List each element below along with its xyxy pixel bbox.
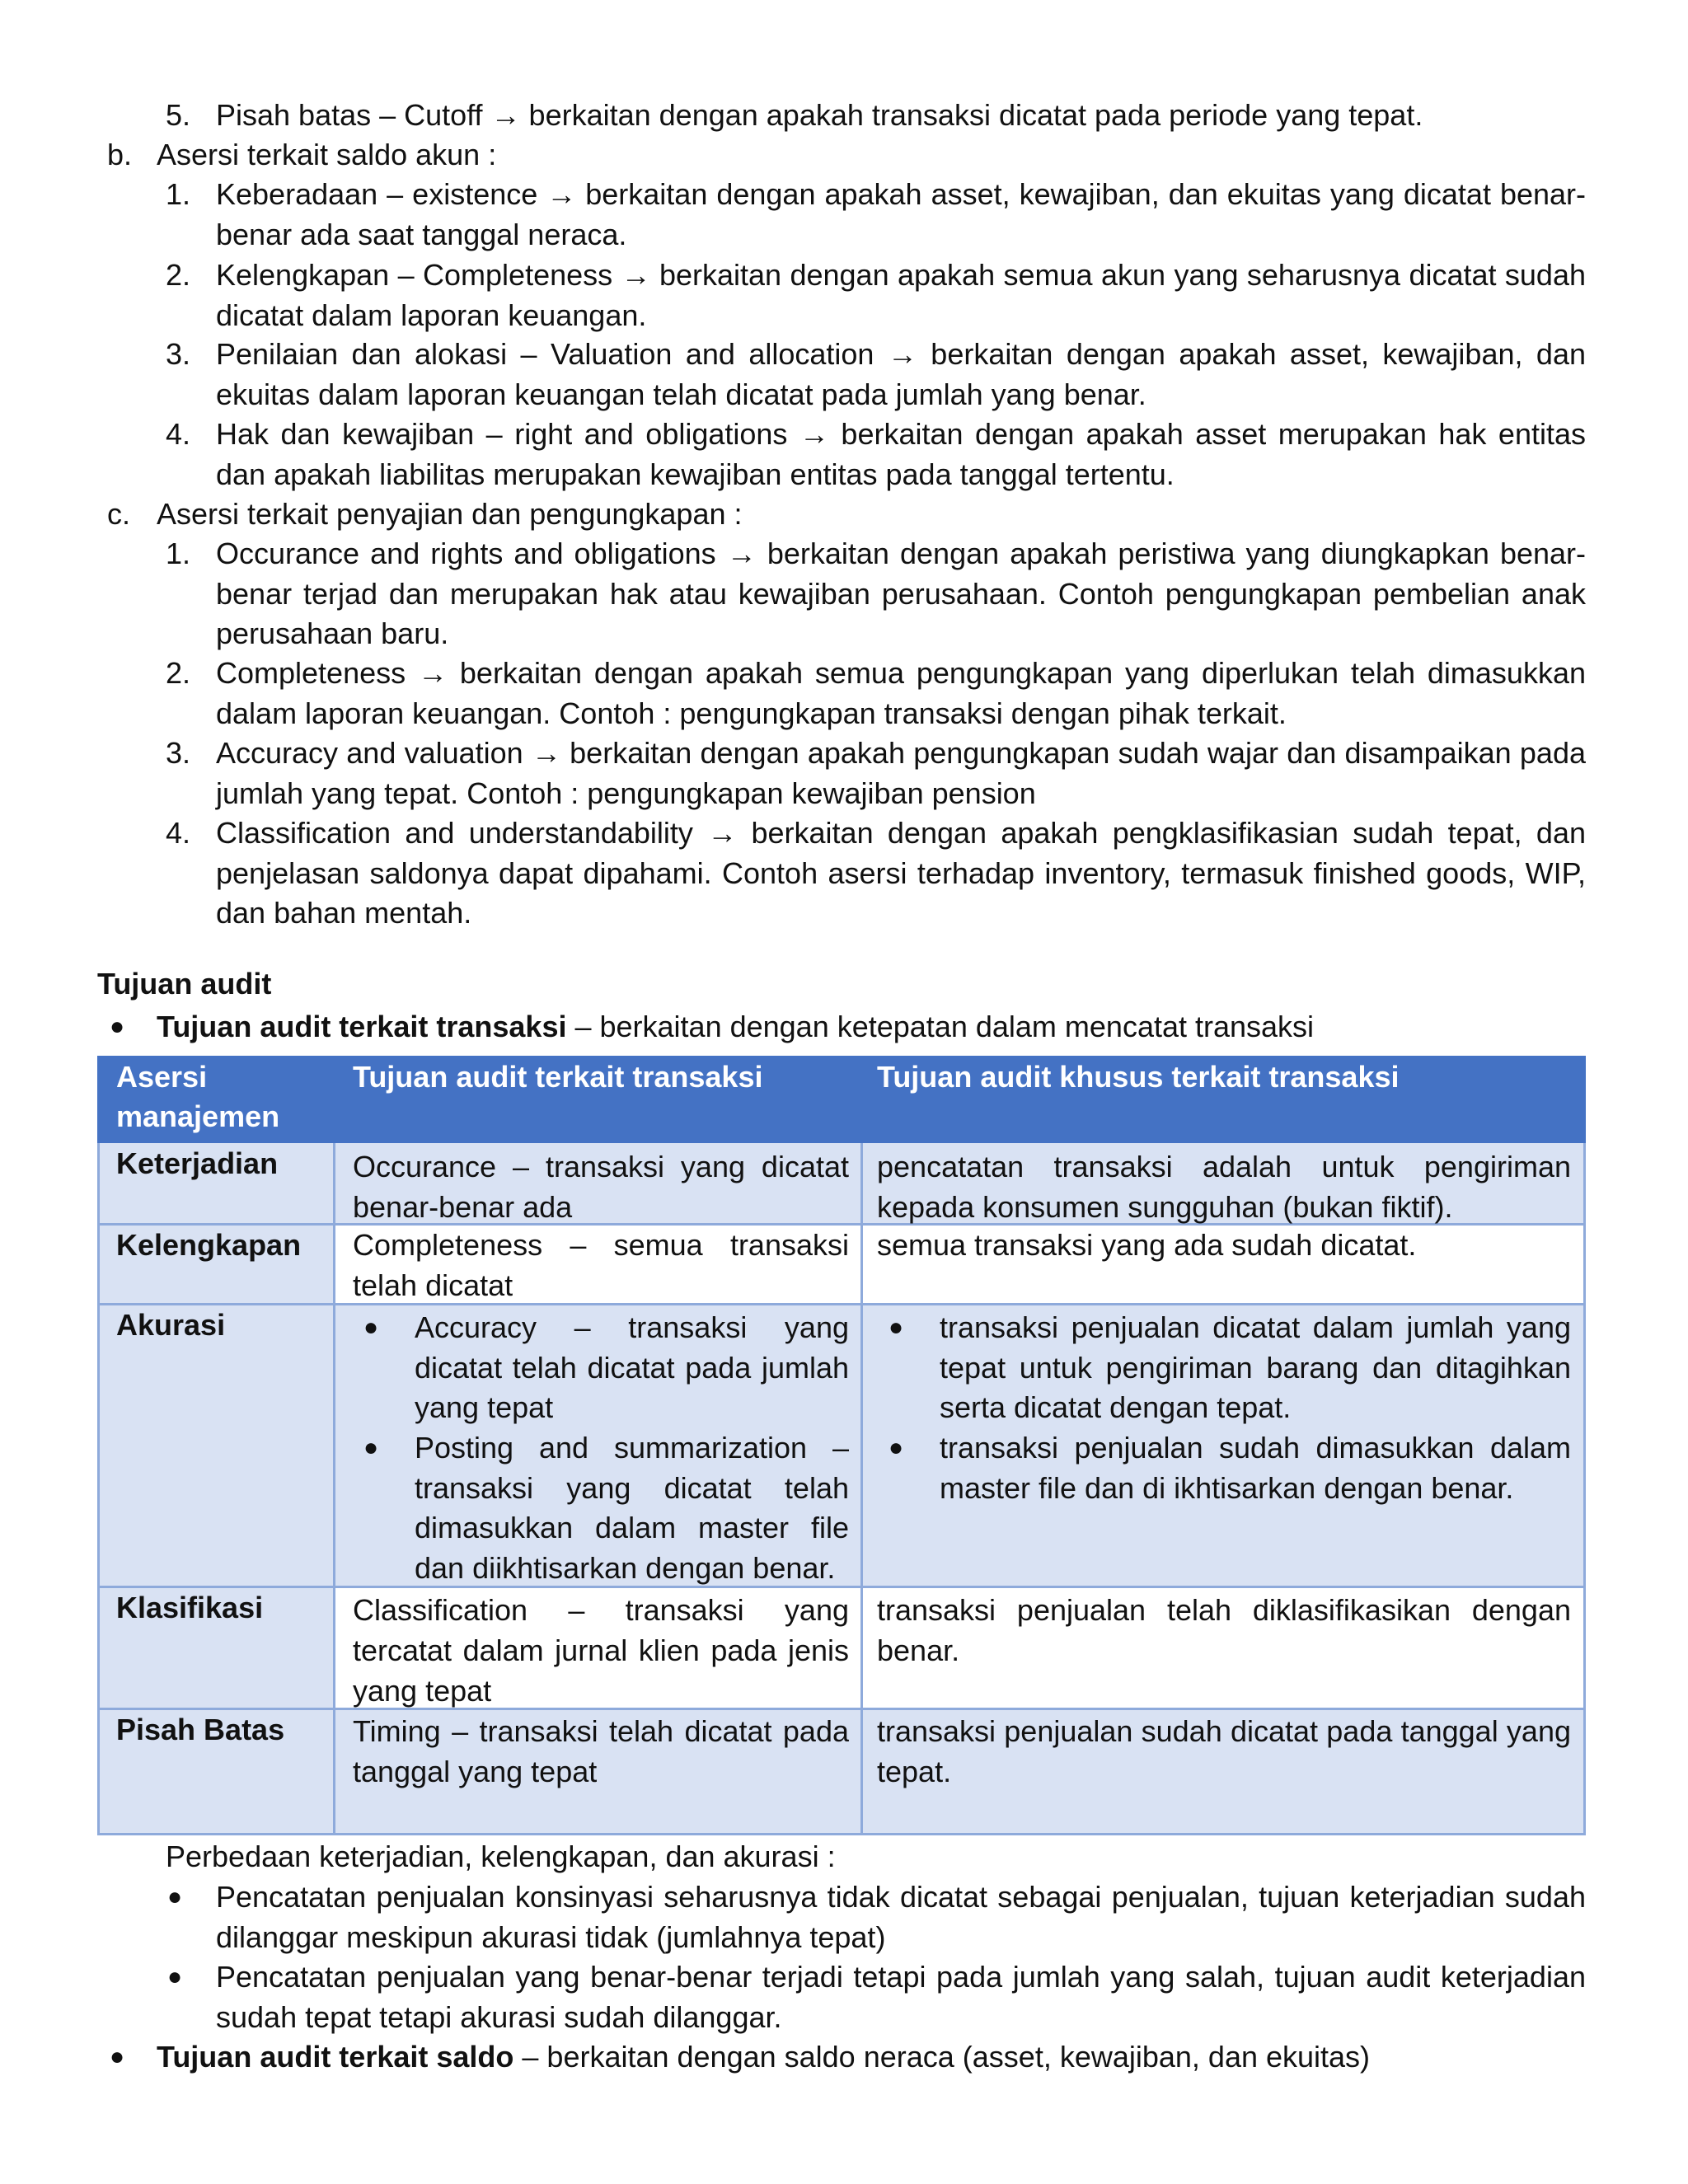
list-item-text: Occurance and rights and obligations → berkaitan dengan apakah peristiwa yang diungkapkan benar-benar terjad dan merupakan hak atau kewajiban perusahaan. Contoh pengungkapan pembelian anak perusahaan baru. [216, 537, 1586, 650]
table-bullet-text: Accuracy – transaksi yang dicatat telah dicatat pada jumlah yang tepat [415, 1310, 849, 1425]
section-label: b. [107, 138, 133, 171]
section-heading: Tujuan audit [97, 967, 272, 1001]
bullet-icon: ● [167, 1963, 183, 1990]
table-cell: Occurance – transaksi yang dicatat benar-benar ada [353, 1150, 849, 1224]
list-item-text: Hak dan kewajiban – right and obligations → berkaitan dengan apakah asset merupakan hak entitas dan apakah liabilitas merupakan kewajiban entitas pada tanggal tertentu. [216, 417, 1586, 491]
list-item-text: Kelengkapan – Completeness → berkaitan dengan apakah semua akun yang seharusnya dicatat sudah dicatat dalam laporan keuangan. [216, 258, 1586, 332]
list-number: 1. [166, 177, 191, 211]
table-border [97, 1833, 1586, 1835]
list-item-text: Completeness → berkaitan dengan apakah semua pengungkapan yang diperlukan telah dimasukkan dalam laporan keuangan. Contoh : pengungkapan transaksi dengan pihak terkait. [216, 656, 1586, 730]
bullet-text: Pencatatan penjualan konsinyasi seharusnya tidak dicatat sebagai penjualan, tujuan keterjadian sudah dilanggar meskipun akurasi tidak (jumlahnya tepat) [216, 1880, 1586, 1954]
list-number: 4. [166, 816, 191, 850]
bullet-icon: ● [110, 2043, 125, 2070]
table-bullet-text: transaksi penjualan dicatat dalam jumlah yang tepat untuk pengiriman barang dan ditagihkan serta dicatat dengan tepat. [940, 1310, 1571, 1425]
bullet-text: Pencatatan penjualan yang benar-benar terjadi tetapi pada jumlah yang salah, tujuan audit keterjadian sudah tepat tetapi akurasi sudah dilanggar. [216, 1960, 1586, 2034]
table-cell: Classification – transaksi yang tercatat dalam jurnal klien pada jenis yang tepat [353, 1593, 849, 1708]
row-label: Keterjadian [116, 1146, 279, 1180]
table-border [1583, 1143, 1586, 1835]
bullet-text: Tujuan audit terkait saldo – berkaitan dengan saldo neraca (asset, kewajiban, dan ekuitas) [157, 2040, 1371, 2074]
column-header: Tujuan audit khusus terkait transaksi [877, 1060, 1400, 1094]
bullet-icon: ● [363, 1314, 379, 1341]
bullet-icon: ● [363, 1434, 379, 1461]
bullet-icon: ● [889, 1314, 904, 1341]
table-cell: transaksi penjualan telah diklasifikasikan dengan benar. [877, 1593, 1571, 1667]
table-border [333, 1143, 335, 1835]
bullet-icon: ● [889, 1434, 904, 1461]
table-bullet-text: Posting and summarization – transaksi yang dicatat telah dimasukkan dalam master file dan diikhtisarkan dengan benar. [415, 1431, 849, 1586]
table-border [860, 1143, 863, 1835]
row-label: Pisah Batas [116, 1713, 285, 1746]
section-title: Asersi terkait penyajian dan pengungkapan : [157, 497, 743, 531]
section-title: Asersi terkait saldo akun : [157, 138, 497, 171]
list-number: 1. [166, 537, 191, 570]
list-item-text: Accuracy and valuation → berkaitan dengan apakah pengungkapan sudah wajar dan disampaikan pada jumlah yang tepat. Contoh : pengungkapan kewajiban pension [216, 736, 1586, 810]
table-cell: Timing – transaksi telah dicatat pada tanggal yang tepat [353, 1714, 849, 1788]
row-label: Akurasi [116, 1308, 226, 1342]
list-number: 5. [166, 98, 191, 132]
list-number: 2. [166, 656, 191, 690]
list-number: 3. [166, 736, 191, 770]
list-item-text: Penilaian dan alokasi – Valuation and allocation → berkaitan dengan apakah asset, kewajiban, dan ekuitas dalam laporan keuangan telah dicatat pada jumlah yang benar. [216, 337, 1586, 411]
table-bullet-text: transaksi penjualan sudah dimasukkan dalam master file dan di ikhtisarkan dengan benar. [940, 1431, 1571, 1505]
column-header: Asersi manajemen [116, 1060, 280, 1133]
list-number: 4. [166, 417, 191, 451]
paragraph-intro: Perbedaan keterjadian, kelengkapan, dan akurasi : [166, 1840, 836, 1873]
bullet-icon: ● [110, 1013, 125, 1040]
list-number: 3. [166, 337, 191, 371]
table-cell: transaksi penjualan sudah dicatat pada tanggal yang tepat. [877, 1714, 1571, 1788]
list-item-text: Keberadaan – existence → berkaitan dengan apakah asset, kewajiban, dan ekuitas yang dicatat benar-benar ada saat tanggal neraca. [216, 177, 1586, 251]
list-item-text: Pisah batas – Cutoff → berkaitan dengan apakah transaksi dicatat pada periode yang tepat. [216, 98, 1423, 132]
bullet-text: Tujuan audit terkait transaksi – berkaitan dengan ketepatan dalam mencatat transaksi [157, 1010, 1315, 1043]
table-border [97, 1143, 100, 1835]
table-cell: semua transaksi yang ada sudah dicatat. [877, 1228, 1417, 1262]
table-cell: Completeness – semua transaksi telah dicatat [353, 1228, 849, 1302]
row-label: Klasifikasi [116, 1591, 264, 1624]
list-item-text: Classification and understandability → berkaitan dengan apakah pengklasifikasian sudah tepat, dan penjelasan saldonya dapat dipahami. Contoh asersi terhadap inventory, termasuk finished goods, WIP, dan bahan mentah. [216, 816, 1586, 930]
section-label: c. [107, 497, 131, 531]
row-label: Kelengkapan [116, 1228, 302, 1262]
audit-table [97, 1056, 1586, 1835]
list-number: 2. [166, 258, 191, 292]
bullet-icon: ● [167, 1883, 183, 1910]
column-header: Tujuan audit terkait transaksi [353, 1060, 763, 1094]
table-cell: pencatatan transaksi adalah untuk pengiriman kepada konsumen sungguhan (bukan fiktif). [877, 1150, 1571, 1224]
